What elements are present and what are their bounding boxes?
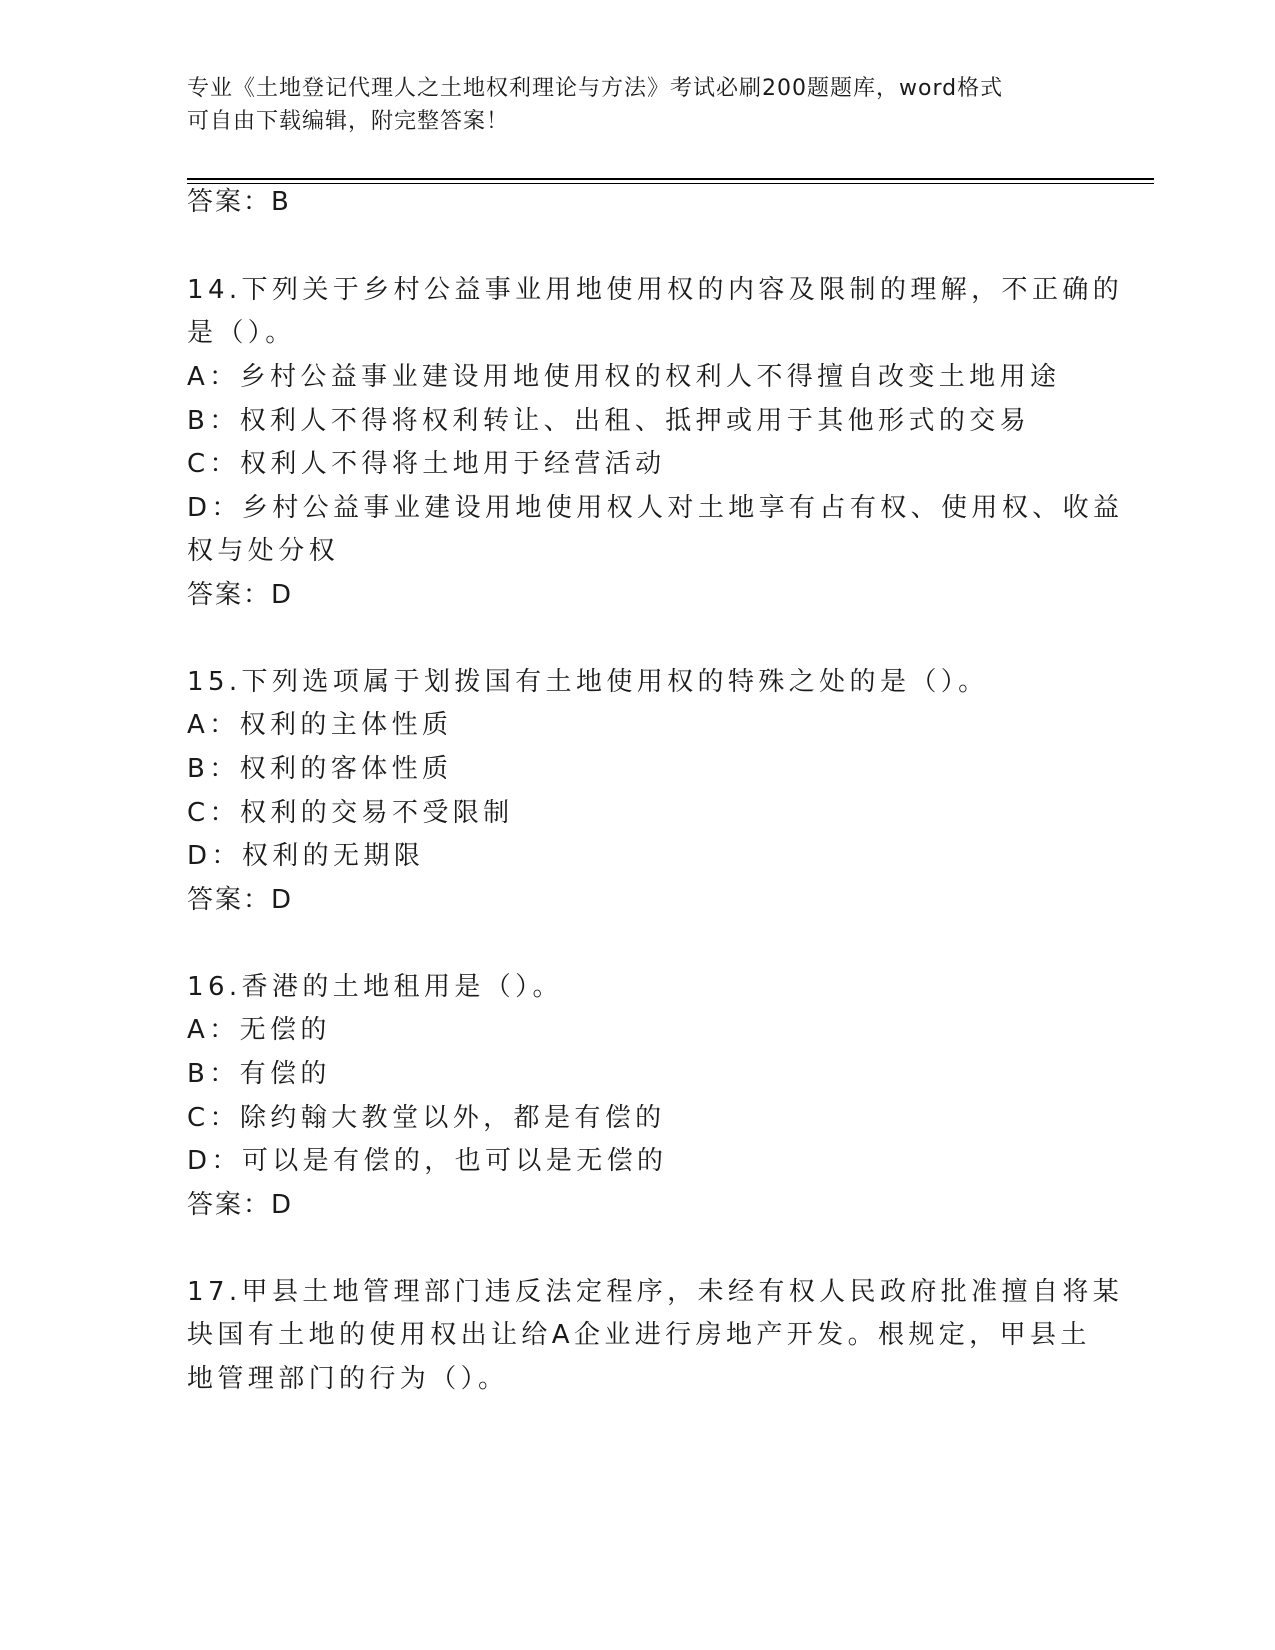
question-17-stem-line-2: 块国有土地的使用权出让给A企业进行房地产开发。根规定，甲县土 [187, 1320, 1091, 1350]
question-15-stem: 15.下列选项属于划拨国有土地使用权的特殊之处的是（）。 [187, 667, 989, 697]
document-header [187, 72, 1067, 138]
question-17-stem-line-1: 17.甲县土地管理部门违反法定程序，未经有权人民政府批准擅自将某 [187, 1277, 1124, 1307]
question-14-option-d-line-2: 权与处分权 [187, 536, 340, 566]
header-rule-thin [187, 183, 1154, 184]
question-15-option-b: B：权利的客体性质 [187, 754, 453, 784]
question-17-stem-line-3: 地管理部门的行为（）。 [187, 1364, 509, 1394]
question-16-option-b: B：有偿的 [187, 1059, 331, 1089]
header-rule-thick [187, 178, 1154, 180]
question-14-option-a: A：乡村公益事业建设用地使用权的权利人不得擅自改变土地用途 [187, 362, 1061, 392]
question-16-option-d: D：可以是有偿的，也可以是无偿的 [187, 1146, 668, 1176]
question-14-option-c: C：权利人不得将土地用于经营活动 [187, 449, 666, 479]
header-line-1: 专业《土地登记代理人之土地权利理论与方法》考试必刷200题题库，word格式 [187, 76, 1004, 101]
question-14-option-d-line-1: D：乡村公益事业建设用地使用权人对土地享有占有权、使用权、收益 [187, 493, 1124, 523]
answer-13: 答案：B [187, 187, 291, 217]
question-15-option-c: C：权利的交易不受限制 [187, 798, 514, 828]
question-16-option-a: A：无偿的 [187, 1015, 331, 1045]
header-line-2: 可自由下载编辑，附完整答案！ [187, 109, 510, 134]
answer-16: 答案：D [187, 1190, 294, 1220]
question-15-option-d: D：权利的无期限 [187, 841, 425, 871]
question-16-stem: 16.香港的土地租用是（）。 [187, 972, 563, 1002]
question-16-option-c: C：除约翰大教堂以外，都是有偿的 [187, 1103, 666, 1133]
answer-14: 答案：D [187, 580, 294, 610]
answer-15: 答案：D [187, 885, 294, 915]
question-14-stem-line-1: 14.下列关于乡村公益事业用地使用权的内容及限制的理解，不正确的 [187, 275, 1124, 305]
question-15-option-a: A：权利的主体性质 [187, 710, 453, 740]
question-14-stem-line-2: 是（）。 [187, 318, 296, 348]
question-14-option-b: B：权利人不得将权利转让、出租、抵押或用于其他形式的交易 [187, 406, 1031, 436]
